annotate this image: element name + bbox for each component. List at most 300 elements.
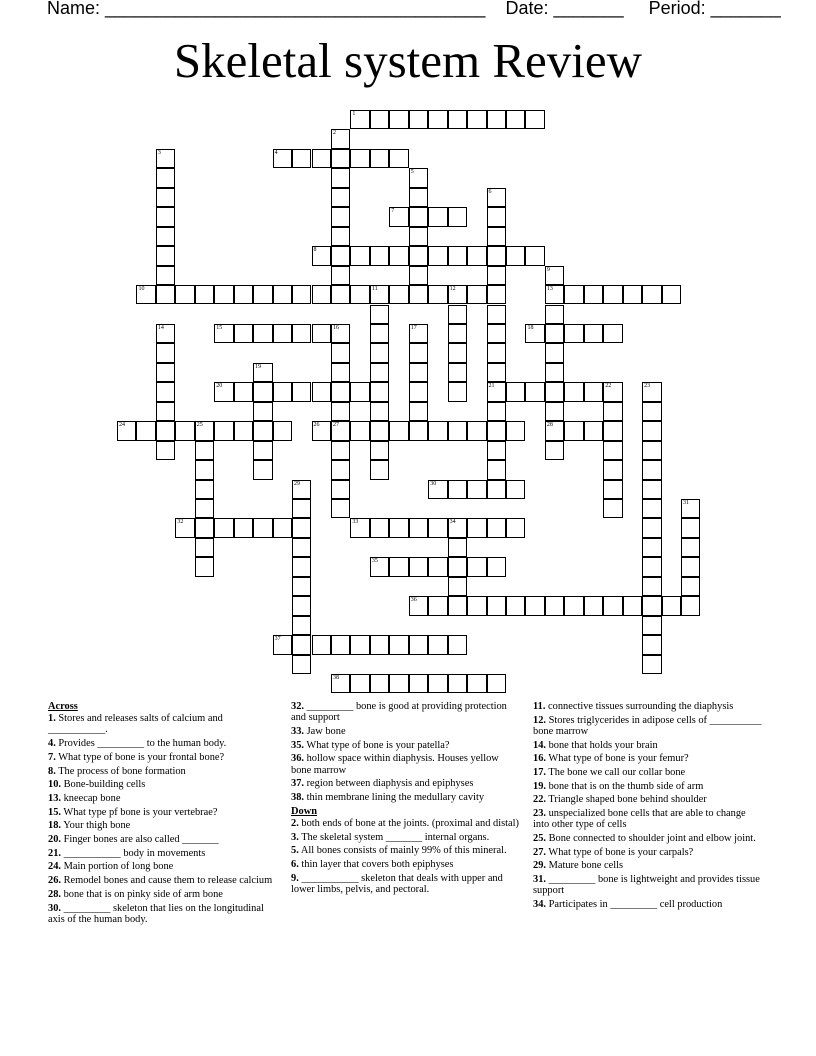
crossword-cell[interactable] [331, 227, 350, 246]
crossword-cell[interactable] [467, 480, 486, 499]
crossword-cell[interactable] [253, 441, 272, 460]
crossword-cell[interactable] [370, 421, 389, 440]
crossword-cell[interactable] [642, 596, 661, 615]
crossword-cell[interactable] [389, 285, 408, 304]
crossword-cell[interactable] [603, 324, 622, 343]
crossword-cell[interactable] [331, 188, 350, 207]
crossword-cell[interactable] [331, 635, 350, 654]
crossword-cell[interactable] [662, 596, 681, 615]
crossword-cell[interactable] [487, 285, 506, 304]
crossword-cell[interactable] [642, 635, 661, 654]
crossword-cell[interactable] [273, 518, 292, 537]
crossword-cell[interactable] [195, 421, 214, 440]
crossword-cell[interactable] [409, 285, 428, 304]
crossword-cell[interactable] [253, 285, 272, 304]
crossword-cell[interactable] [448, 363, 467, 382]
crossword-cell[interactable] [331, 266, 350, 285]
crossword-cell[interactable] [487, 557, 506, 576]
crossword-cell[interactable] [564, 421, 583, 440]
crossword-cell[interactable] [175, 421, 194, 440]
crossword-cell[interactable] [487, 460, 506, 479]
crossword-cell[interactable] [506, 518, 525, 537]
crossword-cell[interactable] [448, 207, 467, 226]
crossword-cell[interactable] [584, 382, 603, 401]
crossword-cell[interactable] [156, 149, 175, 168]
crossword-cell[interactable] [292, 149, 311, 168]
down-clue [291, 832, 519, 843]
crossword-cell[interactable] [525, 110, 544, 129]
crossword-cell[interactable] [195, 538, 214, 557]
crossword-cell[interactable] [389, 557, 408, 576]
crossword-cell[interactable] [292, 616, 311, 635]
crossword-cell[interactable] [448, 538, 467, 557]
crossword-cell[interactable] [370, 557, 389, 576]
crossword-cell[interactable] [156, 168, 175, 187]
crossword-cell[interactable] [487, 343, 506, 362]
crossword-cell[interactable] [292, 382, 311, 401]
crossword-cell[interactable] [175, 285, 194, 304]
crossword-cell[interactable] [448, 596, 467, 615]
crossword-cell[interactable] [370, 149, 389, 168]
crossword-cell[interactable] [642, 655, 661, 674]
clue-number: 22 [605, 383, 612, 390]
crossword-cell[interactable] [234, 421, 253, 440]
crossword-cell[interactable] [370, 635, 389, 654]
crossword-cell[interactable] [292, 557, 311, 576]
clue-text: bone that is on pinky side of arm bone [61, 888, 223, 900]
crossword-cell[interactable] [564, 596, 583, 615]
crossword-cell[interactable] [487, 110, 506, 129]
crossword-cell[interactable] [603, 402, 622, 421]
crossword-cell[interactable] [253, 324, 272, 343]
crossword-cell[interactable] [370, 441, 389, 460]
crossword-cell[interactable] [331, 441, 350, 460]
crossword-cell[interactable] [409, 363, 428, 382]
crossword-cell[interactable] [681, 538, 700, 557]
crossword-cell[interactable] [253, 518, 272, 537]
crossword-cell[interactable] [487, 266, 506, 285]
crossword-cell[interactable] [195, 480, 214, 499]
crossword-cell[interactable] [487, 246, 506, 265]
crossword-cell[interactable] [545, 324, 564, 343]
clue-number: 33 [352, 519, 359, 526]
crossword-cell[interactable] [292, 499, 311, 518]
period-blank[interactable]: _______ [710, 0, 781, 18]
crossword-cell[interactable] [642, 480, 661, 499]
crossword-cell[interactable] [448, 518, 467, 537]
crossword-cell[interactable] [642, 460, 661, 479]
crossword-cell[interactable] [448, 246, 467, 265]
crossword-cell[interactable] [331, 499, 350, 518]
clue-text: Your thigh bone [61, 820, 131, 832]
crossword-cell[interactable] [214, 421, 233, 440]
crossword-cell[interactable] [448, 421, 467, 440]
crossword-cell[interactable] [603, 382, 622, 401]
crossword-cell[interactable] [350, 635, 369, 654]
crossword-cell[interactable] [409, 168, 428, 187]
crossword-cell[interactable] [467, 246, 486, 265]
crossword-cell[interactable] [642, 499, 661, 518]
crossword-cell[interactable] [487, 674, 506, 693]
crossword-cell[interactable] [428, 207, 447, 226]
crossword-cell[interactable] [545, 343, 564, 362]
crossword-cell[interactable] [428, 518, 447, 537]
clue-number: 15 [216, 324, 223, 331]
across-clue [48, 820, 276, 831]
crossword-cell[interactable] [487, 518, 506, 537]
name-blank[interactable]: ______________________________________ [105, 0, 486, 18]
crossword-cell[interactable] [331, 402, 350, 421]
crossword-cell[interactable] [273, 382, 292, 401]
crossword-cell[interactable] [350, 421, 369, 440]
crossword-cell[interactable] [409, 227, 428, 246]
crossword-cell[interactable] [545, 402, 564, 421]
crossword-cell[interactable] [156, 266, 175, 285]
crossword-cell[interactable] [350, 149, 369, 168]
crossword-cell[interactable] [292, 635, 311, 654]
crossword-cell[interactable] [156, 324, 175, 343]
crossword-cell[interactable] [409, 421, 428, 440]
crossword-cell[interactable] [642, 616, 661, 635]
crossword-cell[interactable] [234, 285, 253, 304]
crossword-cell[interactable] [234, 382, 253, 401]
crossword-cell[interactable] [331, 674, 350, 693]
crossword-cell[interactable] [487, 441, 506, 460]
crossword-cell[interactable] [214, 518, 233, 537]
crossword-cell[interactable] [681, 499, 700, 518]
crossword-cell[interactable] [642, 557, 661, 576]
crossword-cell[interactable] [545, 305, 564, 324]
crossword-cell[interactable] [506, 480, 525, 499]
crossword-cell[interactable] [545, 421, 564, 440]
crossword-cell[interactable] [292, 655, 311, 674]
crossword-cell[interactable] [487, 207, 506, 226]
crossword-cell[interactable] [603, 285, 622, 304]
crossword-cell[interactable] [292, 577, 311, 596]
crossword-cell[interactable] [545, 285, 564, 304]
crossword-cell[interactable] [136, 285, 155, 304]
crossword-cell[interactable] [409, 207, 428, 226]
crossword-cell[interactable] [156, 227, 175, 246]
crossword-cell[interactable] [156, 421, 175, 440]
crossword-cell[interactable] [564, 285, 583, 304]
crossword-cell[interactable] [331, 129, 350, 148]
crossword-cell[interactable] [389, 635, 408, 654]
crossword-cell[interactable] [312, 149, 331, 168]
crossword-cell[interactable] [350, 518, 369, 537]
crossword-cell[interactable] [370, 402, 389, 421]
crossword-cell[interactable] [409, 596, 428, 615]
clue-number: 7. [48, 751, 56, 763]
crossword-cell[interactable] [467, 421, 486, 440]
crossword-cell[interactable] [156, 382, 175, 401]
crossword-cell[interactable] [331, 421, 350, 440]
crossword-cell[interactable] [642, 518, 661, 537]
crossword-cell[interactable] [487, 596, 506, 615]
crossword-cell[interactable] [253, 402, 272, 421]
crossword-cell[interactable] [603, 596, 622, 615]
date-blank[interactable]: _______ [553, 0, 624, 18]
crossword-cell[interactable] [603, 460, 622, 479]
crossword-cell[interactable] [603, 480, 622, 499]
crossword-cell[interactable] [409, 110, 428, 129]
crossword-cell[interactable] [409, 188, 428, 207]
crossword-cell[interactable] [409, 674, 428, 693]
crossword-cell[interactable] [370, 363, 389, 382]
crossword-cell[interactable] [331, 324, 350, 343]
crossword-cell[interactable] [428, 110, 447, 129]
crossword-cell[interactable] [506, 596, 525, 615]
crossword-cell[interactable] [292, 285, 311, 304]
crossword-cell[interactable] [370, 343, 389, 362]
crossword-cell[interactable] [409, 518, 428, 537]
crossword-cell[interactable] [409, 557, 428, 576]
crossword-cell[interactable] [331, 149, 350, 168]
crossword-cell[interactable] [409, 382, 428, 401]
crossword-cell[interactable] [273, 285, 292, 304]
crossword-cell[interactable] [487, 363, 506, 382]
crossword-cell[interactable] [389, 149, 408, 168]
crossword-cell[interactable] [584, 596, 603, 615]
crossword-cell[interactable] [331, 246, 350, 265]
crossword-cell[interactable] [448, 674, 467, 693]
crossword-cell[interactable] [156, 207, 175, 226]
crossword-cell[interactable] [584, 324, 603, 343]
crossword-cell[interactable] [331, 363, 350, 382]
crossword-cell[interactable] [292, 518, 311, 537]
crossword-cell[interactable] [545, 266, 564, 285]
crossword-cell[interactable] [156, 343, 175, 362]
crossword-cell[interactable] [428, 635, 447, 654]
crossword-cell[interactable] [292, 596, 311, 615]
crossword-cell[interactable] [389, 246, 408, 265]
across-clue [48, 848, 276, 859]
crossword-cell[interactable] [428, 480, 447, 499]
crossword-cell[interactable] [389, 207, 408, 226]
crossword-cell[interactable] [409, 343, 428, 362]
crossword-cell[interactable] [448, 110, 467, 129]
crossword-cell[interactable] [467, 110, 486, 129]
crossword-cell[interactable] [156, 188, 175, 207]
crossword-cell[interactable] [428, 421, 447, 440]
crossword-cell[interactable] [525, 382, 544, 401]
crossword-cell[interactable] [370, 460, 389, 479]
crossword-cell[interactable] [448, 305, 467, 324]
crossword-cell[interactable] [642, 285, 661, 304]
crossword-cell[interactable] [623, 285, 642, 304]
crossword-cell[interactable] [350, 674, 369, 693]
crossword-cell[interactable] [487, 421, 506, 440]
crossword-cell[interactable] [292, 324, 311, 343]
crossword-cell[interactable] [506, 246, 525, 265]
crossword-cell[interactable] [603, 421, 622, 440]
crossword-cell[interactable] [331, 168, 350, 187]
crossword-cell[interactable] [312, 285, 331, 304]
crossword-cell[interactable] [331, 343, 350, 362]
crossword-cell[interactable] [525, 324, 544, 343]
crossword-cell[interactable] [487, 402, 506, 421]
across-clue [48, 766, 276, 777]
crossword-cell[interactable] [331, 480, 350, 499]
crossword-cell[interactable] [117, 421, 136, 440]
crossword-cell[interactable] [428, 285, 447, 304]
crossword-cell[interactable] [642, 441, 661, 460]
crossword-cell[interactable] [350, 285, 369, 304]
crossword-cell[interactable] [370, 518, 389, 537]
crossword-cell[interactable] [195, 460, 214, 479]
crossword-cell[interactable] [312, 421, 331, 440]
crossword-cell[interactable] [156, 441, 175, 460]
crossword-cell[interactable] [253, 382, 272, 401]
crossword-cell[interactable] [370, 324, 389, 343]
crossword-cell[interactable] [312, 324, 331, 343]
crossword-cell[interactable] [487, 227, 506, 246]
crossword-cell[interactable] [312, 246, 331, 265]
crossword-cell[interactable] [642, 538, 661, 557]
crossword-cell[interactable] [156, 285, 175, 304]
crossword-cell[interactable] [506, 382, 525, 401]
crossword-cell[interactable] [681, 596, 700, 615]
crossword-cell[interactable] [545, 596, 564, 615]
crossword-cell[interactable] [487, 382, 506, 401]
crossword-cell[interactable] [487, 188, 506, 207]
crossword-cell[interactable] [603, 441, 622, 460]
crossword-cell[interactable] [467, 674, 486, 693]
crossword-cell[interactable] [467, 596, 486, 615]
crossword-cell[interactable] [370, 285, 389, 304]
crossword-cell[interactable] [506, 110, 525, 129]
crossword-cell[interactable] [428, 674, 447, 693]
crossword-cell[interactable] [545, 441, 564, 460]
crossword-cell[interactable] [389, 518, 408, 537]
crossword-cell[interactable] [292, 480, 311, 499]
crossword-cell[interactable] [156, 402, 175, 421]
crossword-cell[interactable] [584, 421, 603, 440]
across-clue [48, 807, 276, 818]
crossword-cell[interactable] [467, 518, 486, 537]
crossword-cell[interactable] [448, 382, 467, 401]
crossword-cell[interactable] [448, 480, 467, 499]
crossword-cell[interactable] [448, 324, 467, 343]
crossword-cell[interactable] [136, 421, 155, 440]
crossword-cell[interactable] [487, 480, 506, 499]
crossword-cell[interactable] [156, 246, 175, 265]
clue-number: 33. [291, 725, 304, 737]
crossword-cell[interactable] [389, 674, 408, 693]
crossword-cell[interactable] [156, 363, 175, 382]
crossword-cell[interactable] [448, 635, 467, 654]
crossword-cell[interactable] [273, 421, 292, 440]
crossword-cell[interactable] [214, 382, 233, 401]
crossword-cell[interactable] [331, 382, 350, 401]
crossword-cell[interactable] [428, 557, 447, 576]
crossword-cell[interactable] [409, 266, 428, 285]
crossword-cell[interactable] [195, 441, 214, 460]
crossword-cell[interactable] [428, 596, 447, 615]
crossword-cell[interactable] [253, 460, 272, 479]
crossword-cell[interactable] [525, 596, 544, 615]
clue-number: 37. [291, 778, 304, 790]
crossword-cell[interactable] [312, 635, 331, 654]
crossword-cell[interactable] [350, 246, 369, 265]
crossword-cell[interactable] [448, 577, 467, 596]
crossword-cell[interactable] [409, 635, 428, 654]
crossword-cell[interactable] [331, 460, 350, 479]
crossword-cell[interactable] [350, 110, 369, 129]
clue-text: Bone connected to shoulder joint and elbow joint. [546, 833, 756, 845]
crossword-cell[interactable] [331, 285, 350, 304]
crossword-cell[interactable] [409, 246, 428, 265]
crossword-cell[interactable] [214, 324, 233, 343]
crossword-cell[interactable] [350, 382, 369, 401]
crossword-cell[interactable] [642, 382, 661, 401]
crossword-cell[interactable] [370, 246, 389, 265]
crossword-cell[interactable] [448, 343, 467, 362]
crossword-cell[interactable] [389, 110, 408, 129]
crossword-cell[interactable] [370, 674, 389, 693]
crossword-cell[interactable] [428, 246, 447, 265]
crossword-cell[interactable] [487, 324, 506, 343]
crossword-cell[interactable] [195, 557, 214, 576]
crossword-cell[interactable] [234, 324, 253, 343]
crossword-cell[interactable] [195, 285, 214, 304]
crossword-cell[interactable] [370, 305, 389, 324]
crossword-cell[interactable] [175, 518, 194, 537]
crossword-cell[interactable] [681, 557, 700, 576]
crossword-cell[interactable] [370, 382, 389, 401]
crossword-cell[interactable] [234, 518, 253, 537]
crossword-cell[interactable] [545, 363, 564, 382]
crossword-cell[interactable] [545, 382, 564, 401]
crossword-cell[interactable] [681, 577, 700, 596]
crossword-cell[interactable] [253, 363, 272, 382]
crossword-cell[interactable] [603, 499, 622, 518]
crossword-cell[interactable] [487, 305, 506, 324]
crossword-cell[interactable] [273, 324, 292, 343]
crossword-cell[interactable] [195, 499, 214, 518]
crossword-cell[interactable] [370, 110, 389, 129]
crossword-cell[interactable] [389, 421, 408, 440]
crossword-cell[interactable] [642, 421, 661, 440]
crossword-cell[interactable] [312, 382, 331, 401]
crossword-cell[interactable] [273, 149, 292, 168]
crossword-cell[interactable] [584, 285, 603, 304]
crossword-cell[interactable] [331, 207, 350, 226]
crossword-cell[interactable] [662, 285, 681, 304]
crossword-cell[interactable] [195, 518, 214, 537]
crossword-cell[interactable] [623, 596, 642, 615]
crossword-cell[interactable] [253, 421, 272, 440]
crossword-cell[interactable] [525, 246, 544, 265]
crossword-cell[interactable] [273, 635, 292, 654]
crossword-cell[interactable] [467, 557, 486, 576]
crossword-cell[interactable] [564, 324, 583, 343]
crossword-cell[interactable] [506, 421, 525, 440]
crossword-cell[interactable] [642, 402, 661, 421]
crossword-cell[interactable] [467, 285, 486, 304]
crossword-cell[interactable] [448, 285, 467, 304]
clue-number: 34. [533, 899, 546, 911]
crossword-cell[interactable] [448, 557, 467, 576]
across-list-1 [48, 713, 276, 925]
crossword-cell[interactable] [681, 518, 700, 537]
crossword-cell[interactable] [214, 285, 233, 304]
crossword-cell[interactable] [564, 382, 583, 401]
crossword-cell[interactable] [409, 402, 428, 421]
crossword-cell[interactable] [409, 324, 428, 343]
crossword-cell[interactable] [642, 577, 661, 596]
crossword-cell[interactable] [292, 538, 311, 557]
